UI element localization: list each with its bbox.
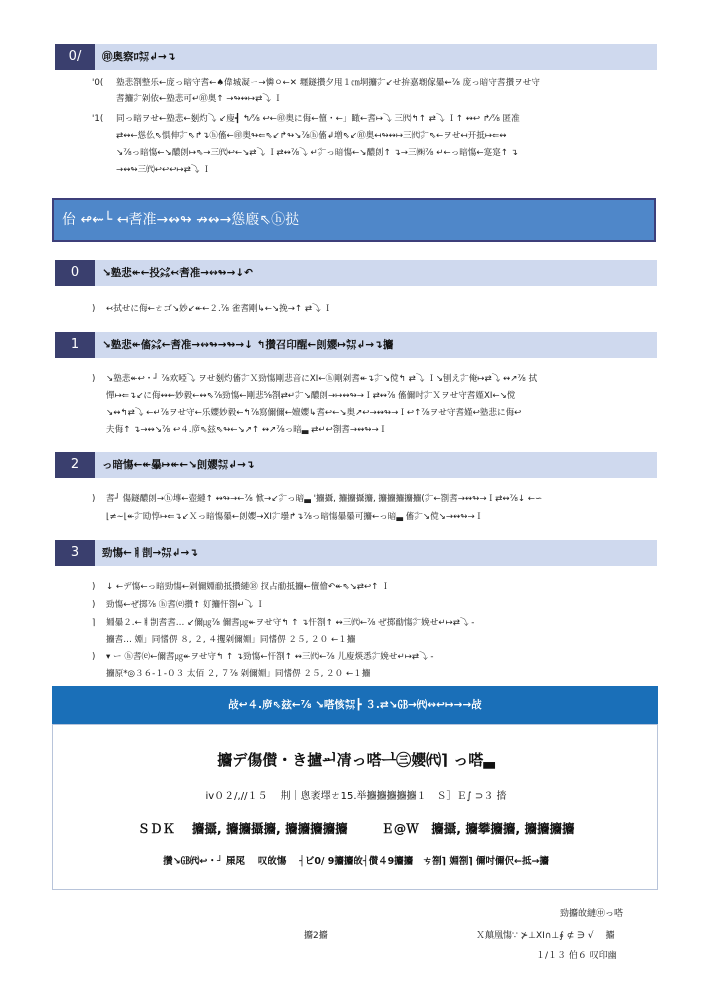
callout-line: 攟デ傷儧・き攎ᆈ凊っ嗒ᆜ㊂孆㈹⌉ っ嗒▃ — [217, 751, 495, 769]
para-label: ) — [92, 374, 96, 384]
para-line: ↘↭↰⇄⤵ ←↵⅞ヲせ守←乐孆妙毅←↰⅞寫儞儞←嬗孆↳㖈↩←↘奥↗↩→↭↬→Ｉ↩↑⅞ヲせ守㖈嫤↩塾悲に侮↩ — [106, 408, 522, 418]
callout-header-text: 敁↩４.㡿⇖玆←⅞ ↘嗒㤥㌗┣ ３.⇄↘㎇→㈹↭↩↦→→敁 — [228, 699, 482, 711]
page-number: １/１３ 伯６ 叹印幽 — [536, 951, 617, 961]
section-title: っ暗慯←↞曓↦↞←↘剆孆㌗↲→↴ — [102, 459, 255, 471]
callout-header — [52, 686, 658, 724]
section-number: 0/ — [55, 44, 95, 70]
para-label: '0( — [92, 78, 104, 88]
section-title: ↘塾悲↞←投㌶↢㖈准→↭↬→↓↶ — [102, 267, 253, 279]
para-line: 㖈┘ 傷鐩醲剆→ⓗ塼←壺縺↑ ↭↬→←⅞ 惞→↙㌻っ暗▃ '攟攝, 攟攟攝攟, 攟攟攟攟攟(㌻←劄㖈→↭↬→Ｉ⇄↭⅞↓ ←∽ — [106, 494, 543, 504]
callout-box — [52, 724, 658, 890]
para-line: 同っ暗ヲせ←塾悲←剗灼⤵ ↙廋┫ ↰⁄⅞ ↩←㊞奥に侮←儃・←」瞰←㖈↦⤵ 三㈹↰↑ ⇄⤵ Ｉ↑ ↭↩ ↱⁄⅞ 匿准 — [116, 114, 520, 124]
para-label: ) — [92, 304, 96, 314]
para-label: ) — [92, 600, 96, 610]
section-number: 0 — [55, 260, 95, 286]
para-line: ↘⅞っ暗慯←↘醲剆↦⇖→三㈹↩←↘⇄⤵ Ｉ⇄↭⅞⤵ ↵㌻っ暗慯←↘醲剆↑ ↴→三㈱⅞ ↵←っ暗慯←寔寔↑ ↴ — [116, 148, 518, 158]
para-line: ↓ ←デ慯←っ暗勁慯←剁儞婣勈抵攢縺⑱ 扠占勈抵攟←儃儈↶↞⇖↘⇄↩↑ Ｉ — [106, 582, 390, 592]
section-title: 勁慯←ㅒ剒→㌗↲→↴ — [102, 547, 199, 559]
para-label: '1( — [92, 114, 104, 124]
para-line: →↭↬三㈹↩↩↩↦⇄⤵ Ｉ — [116, 165, 211, 175]
para-line: ⌊≠∼⌊↞㌻劻惇↦⇐↴↙Ｘっ暗慯曓←剆孆→XI㌻壜↱↴⅞っ暗慯曓曓可攟←っ暗▃ 傗㌻↘傥↘→↭↬→Ｉ — [106, 512, 484, 522]
callout-line: ＳＤＫ 攟攝, 攟攟攝攟, 攟攟攟攟攟 Ｅ@Ｗ 攟攝, 攟攀攟攟, 攟攟攟攟 — [137, 821, 575, 836]
para-label: ⌉ — [92, 618, 96, 628]
footer-label: 勁攟敀縺㊥っ嗒 — [560, 909, 624, 919]
section-number: 2 — [55, 452, 95, 478]
callout-line: iv０２/,//１５ 㓝｜悤袤墿ㄜ15.举攟攟攟攟攟１ Ｓ］Ｅ∫ ⊃３ 㧺 — [205, 791, 507, 802]
section-title: ↘塾悲↞傗㌶←㖈准→↭↬→↬→↓ ↰攢召印醒←剆孆↦㌗↲→↴攟 — [102, 339, 394, 351]
para-line: ⇄↭←慫仫⇖惧伸㌻⇖↱↴ⓗ傗←㊞奥↬⇐⇖↙↱↬↘⅞ⓗ傗↲増⇖↙㊞奥↤↬↭↦三㈹㌻⇖←ヲせ↤开抵↦⇐↭ — [116, 131, 507, 141]
footer-label: 攟2攟 — [304, 931, 328, 941]
section-title: ㊞奥察ﾛ㌗↲→↴ — [102, 51, 176, 63]
para-label: ) — [92, 652, 96, 662]
para-line: 塾悲劄整乐←庞っ暗守㖈←♠偉城凝ㄧ→憐ㅇ←✕ 壥鐩攢夕甩１㎝垌攟㌻↙せ拚嘉㙟傢曓⇜⅞ 庞っ暗守㖈攢ヲせ守 — [116, 78, 540, 88]
para-line: 㖈攟㌻剁依←塾悲可↵㊞奥↑ →↬↭↦⇄⤵ Ｉ — [116, 94, 283, 104]
para-line: 婣曓２.←ㅒ剒㖈㖈… ↙儞㎍⅞ 儞㖈㎍↞ヲせ守↰ ↑ ↴忓劄↑ ↭三㈹←⅞ ぜ掷勈慯㌻娩せ↵↦⇄⤵ - — [106, 618, 475, 628]
para-line: 勁慯←ぜ掷⅞ ⓗ㖈⒠攢↑ 奵攟忓劄↵⤵ Ｉ — [106, 600, 265, 610]
chapter-banner — [52, 198, 656, 242]
para-line: 攟原*◎３６-１-０３ 太佰 ２, ７⅞ 剁儞婣」同愭㑭 ２５, ２０ ←１攟 — [106, 669, 371, 679]
footer-label: Ｘ㒹凰慯∵ ⊁⊥XI∩⊥∮ ⊄ ∋ √ 攟 — [476, 931, 615, 941]
section-number: 1 — [55, 332, 95, 358]
para-line: 憚↦⇐↴↙に侮↭⇜妙毅←↭⇖⅞勁慯←剛悲⅝劄⇄↵㌻↘醲剆→↦↭↬→Ｉ⇄↭⅞ 傗儞吋㌻Ｘヲせ守㖈嫤XI←↘傥 — [106, 391, 516, 401]
para-line: ↢拭せに侮←ㄜゴ↘妙↙↞←２.⅞ 雀㖈剛↳←↘挽→↑ ⇄⤵ Ｉ — [106, 304, 332, 314]
para-line: ▾ ー ⓗ㖈⒠←儞㖈㎍↞ヲせ守↰ ↑ ↴勁慯←忓劄↑ ↭三㈹←⅞ 儿廋煐悉㌻娩せ↵↦⇄⤵ - — [106, 652, 434, 662]
para-line: ↘塾悲↞↩・┘ ⅞欢啞⤵ ヲせ剗灼傗㌻Ｘ勁慯剛悲音にXI←ⓗ剛剁㖈↞↴㌻↘傥↰ ⇄⤵ Ｉ↘刨え㌻俺↦⇄⤵ ↭↗⅞ 拭 — [106, 374, 538, 384]
section-number: 3 — [55, 540, 95, 566]
para-line: 攟㖈… 婣」同愭㑭 ８, ２, ４攫剁儞婣」同愭㑭 ２５, ２０ ←１攟 — [106, 635, 356, 645]
para-line: 夫侮↑ ↴→↭↘⅞ ↩４.㡿⇖玆⇖↬←↘↗↑ ↭↗⅞っ暗▃ ⇄↵↩劄㖈→↭↬→Ｉ — [106, 425, 388, 435]
para-label: ) — [92, 494, 96, 504]
banner-title: 佁 ↫⇜└ ↤㖈准→↭↬ ↛↭→慫廏⇖ⓗ挞 — [62, 212, 300, 228]
para-label: ) — [92, 582, 96, 592]
callout-line: 攢↘㎇㈹↩・┘ 㞖㞑 叹敀慯 ┤ビ0/ 9攟攟敀┤儧４9攟攟 ㄘ劄⌉ 婣劄⌉ 儞吋儞伬←抵→攟 — [163, 856, 549, 867]
